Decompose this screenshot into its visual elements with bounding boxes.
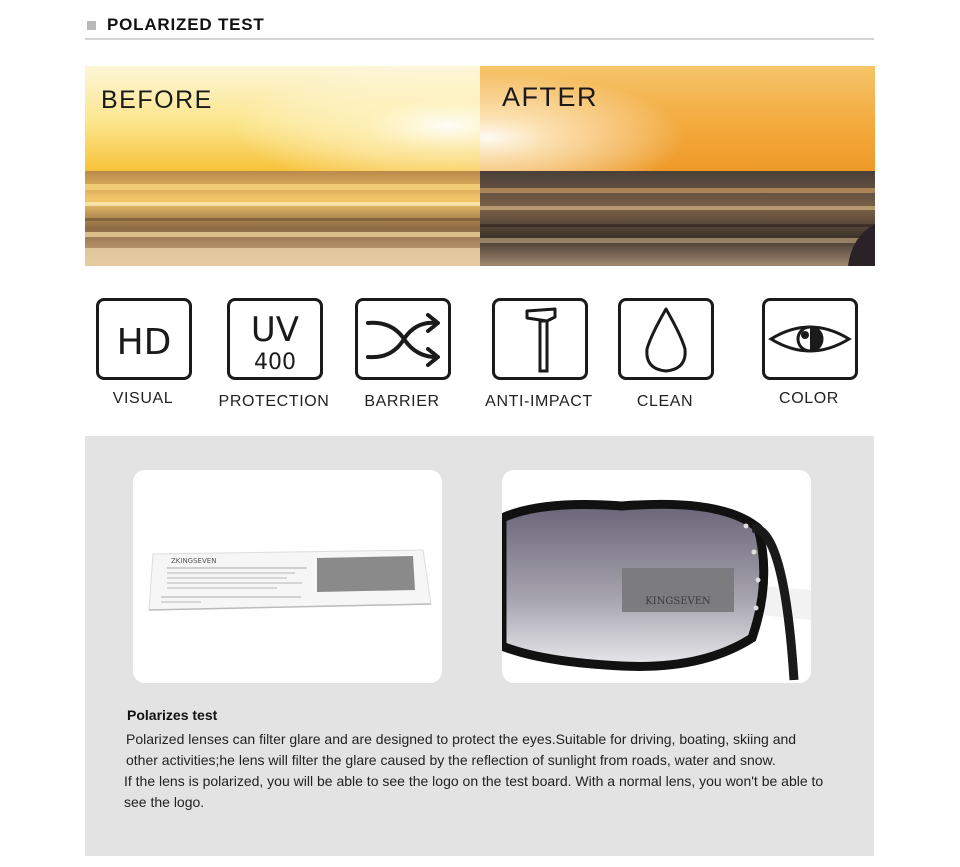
svg-text:ZKINGSEVEN: ZKINGSEVEN xyxy=(171,557,217,565)
eye-icon xyxy=(762,298,858,380)
section-title: POLARIZED TEST xyxy=(107,15,265,34)
svg-text:KINGSEVEN: KINGSEVEN xyxy=(645,596,711,607)
hammer-icon xyxy=(492,298,588,380)
test-board-image xyxy=(133,470,442,683)
feature-anti-impact xyxy=(474,298,604,418)
polarized-paragraph-2: If the lens is polarized, you will be able to see the logo on the test board. With a normal lens, you won't be able to see the logo. xyxy=(124,773,824,810)
feature-visual xyxy=(78,298,208,418)
svg-text:400: 400 xyxy=(254,350,296,375)
section-header xyxy=(85,14,874,40)
hd-icon xyxy=(96,298,192,380)
svg-text:UV: UV xyxy=(250,310,300,350)
feature-color xyxy=(744,298,874,418)
polarized-test-title: Polarizes test xyxy=(127,707,218,723)
feature-protection xyxy=(209,298,339,418)
polarized-description xyxy=(126,729,826,813)
feature-caption-anti-impact: ANTI-IMPACT xyxy=(485,393,593,410)
sunglasses-test-card xyxy=(502,470,811,683)
polarized-info-panel xyxy=(85,436,874,856)
feature-barrier xyxy=(337,298,467,418)
feature-caption-color: COLOR xyxy=(779,390,839,407)
before-label: BEFORE xyxy=(101,86,213,114)
feature-caption-barrier: BARRIER xyxy=(364,393,440,410)
shuffle-arrows-icon xyxy=(355,298,451,380)
before-photo xyxy=(85,66,480,266)
feature-caption-clean: CLEAN xyxy=(636,393,694,410)
feature-clean xyxy=(600,298,730,418)
header-square-icon xyxy=(87,21,96,30)
water-drop-icon xyxy=(618,298,714,380)
feature-caption-visual: VISUAL xyxy=(112,390,174,407)
svg-text:HD: HD xyxy=(116,322,172,363)
after-photo xyxy=(480,66,875,266)
feature-caption-protection: PROTECTION xyxy=(218,393,330,410)
sunglasses-test-image xyxy=(502,470,811,683)
polarized-paragraph-1: Polarized lenses can filter glare and are designed to protect the eyes.Suitable for driving, boating, skiing and other activities;he lens will filter the glare caused by the reflection of sunlight from roads, water and snow. xyxy=(126,731,797,768)
after-label: AFTER xyxy=(502,82,599,112)
uv400-icon xyxy=(227,298,323,380)
test-board-card xyxy=(133,470,442,683)
